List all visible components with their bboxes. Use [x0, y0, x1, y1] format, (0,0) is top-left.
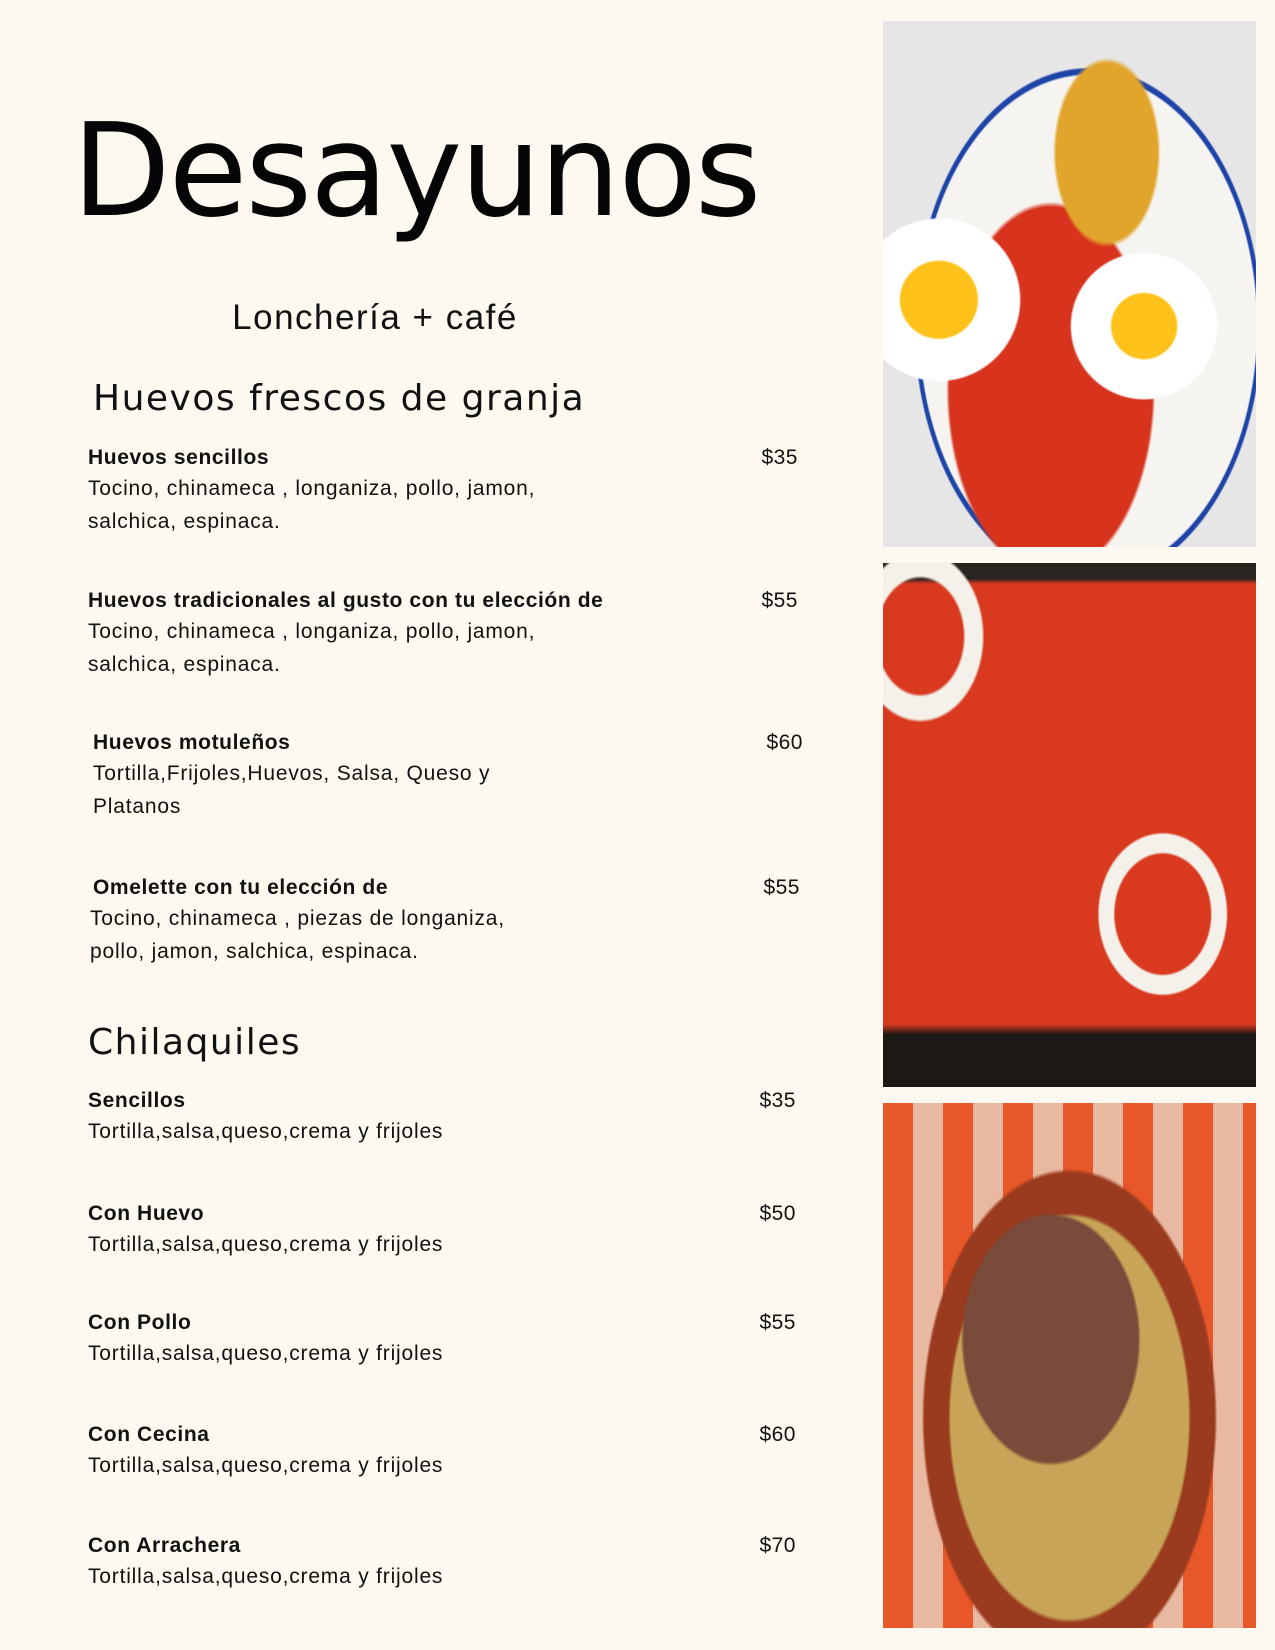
item-name: Con Cecina	[88, 1423, 210, 1446]
menu-item	[88, 1421, 808, 1482]
item-price: $55	[763, 876, 800, 899]
section-title-chilaquiles: Chilaquiles	[88, 1022, 302, 1063]
chilaquiles-arrachera-photo	[883, 1103, 1256, 1628]
item-price: $35	[759, 1089, 796, 1112]
item-name: Con Arrachera	[88, 1534, 241, 1557]
item-description: Tortilla,salsa,queso,crema y frijoles	[88, 1342, 444, 1365]
item-name: Con Huevo	[88, 1202, 205, 1225]
item-price: $55	[761, 589, 798, 612]
page-title: Desayunos	[72, 97, 760, 246]
menu-item	[88, 1532, 808, 1593]
section-title-huevos: Huevos frescos de granja	[93, 378, 586, 419]
menu-item	[93, 729, 813, 823]
menu-item	[88, 1200, 808, 1261]
item-name: Huevos sencillos	[88, 446, 270, 469]
menu-item	[90, 874, 810, 968]
item-description: Tortilla,salsa,queso,crema y frijoles	[88, 1233, 444, 1256]
menu-item	[88, 1309, 808, 1370]
item-price: $70	[759, 1534, 796, 1557]
item-description: Tortilla,salsa,queso,crema y frijoles	[88, 1565, 444, 1588]
item-price: $60	[759, 1423, 796, 1446]
menu-item	[88, 444, 808, 538]
item-description: Tortilla,salsa,queso,crema y frijoles	[88, 1120, 444, 1143]
item-price: $35	[761, 446, 798, 469]
item-description: Tocino, chinameca , piezas de longaniza, pollo, jamon, salchica, espinaca.	[90, 907, 505, 963]
item-name: Con Pollo	[88, 1311, 192, 1334]
item-description: Tortilla,salsa,queso,crema y frijoles	[88, 1454, 444, 1477]
item-price: $60	[766, 731, 803, 754]
subtitle: Lonchería + café	[232, 298, 518, 337]
chilaquiles-rojos-photo	[883, 563, 1256, 1087]
menu-item	[88, 1087, 808, 1148]
menu-item	[88, 587, 808, 681]
huevos-motulenos-photo	[883, 21, 1256, 547]
item-description: Tortilla,Frijoles,Huevos, Salsa, Queso y Platanos	[93, 762, 491, 818]
item-description: Tocino, chinameca , longaniza, pollo, jamon, salchica, espinaca.	[88, 620, 536, 676]
item-price: $50	[759, 1202, 796, 1225]
item-name: Huevos motuleños	[93, 731, 291, 754]
item-name: Sencillos	[88, 1089, 186, 1112]
item-name: Huevos tradicionales al gusto con tu elección de	[88, 589, 604, 612]
item-price: $55	[759, 1311, 796, 1334]
item-description: Tocino, chinameca , longaniza, pollo, jamon, salchica, espinaca.	[88, 477, 536, 533]
item-name: Omelette con tu elección de	[93, 876, 389, 899]
